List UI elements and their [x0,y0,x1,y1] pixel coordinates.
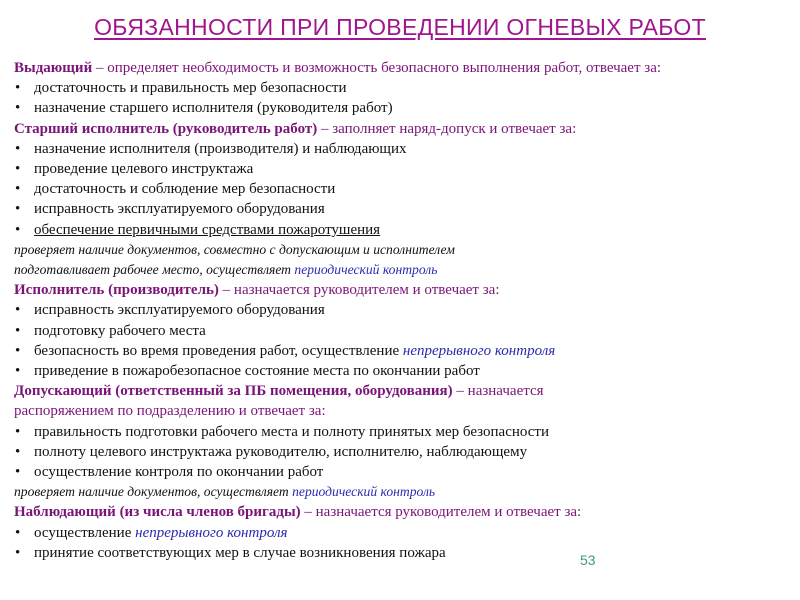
note-text: проверяет наличие документов, осуществляет [14,484,293,500]
role-heading-issuer [14,58,794,78]
note-line [14,260,794,280]
role-name: Наблюдающий (из числа членов бригады) [14,504,301,521]
role-description: – назначается [452,383,544,400]
list-item-text: осуществление [34,524,136,541]
role-name: Допускающий (ответственный за ПБ помещения, оборудования) [14,383,453,400]
list-item: • принятие соответствующих мер в случае возникновения пожара [14,543,794,563]
list-item [14,220,794,240]
note-line: проверяет наличие документов, совместно с допускающим и исполнителем [14,241,455,257]
role-heading-executor [14,280,794,300]
role-heading-observer [14,502,794,522]
role-description: – заполняет наряд-допуск и отвечает за: [317,120,577,137]
role-heading-admitting [14,381,794,401]
note-line [14,482,794,502]
list-item: • проведение целевого инструктажа [14,159,794,179]
list-item: • достаточность и соблюдение мер безопасности [14,179,794,199]
list-item: • назначение старшего исполнителя (руководителя работ) [14,98,794,118]
slide-title: ОБЯЗАННОСТИ ПРИ ПРОВЕДЕНИИ ОГНЕВЫХ РАБОТ [94,14,706,40]
highlight-text: непрерывного контроля [402,342,556,359]
list-item: • подготовку рабочего места [14,321,794,341]
list-item: • назначение исполнителя (производителя) и наблюдающих [14,139,794,159]
role-description-continued: распоряжением по подразделению и отвечает за: [14,403,326,420]
highlight-text: периодический контроль [292,484,436,500]
list-item: • осуществление контроля по окончании работ [14,462,794,482]
list-item: • полноту целевого инструктажа руководителю, исполнителю, наблюдающему [14,442,794,462]
role-description: – назначается руководителем и отвечает за: [300,504,582,521]
list-item: • правильность подготовки рабочего места и полноту принятых мер безопасности [14,422,794,442]
role-heading-senior-executor [14,119,794,139]
underlined-text: обеспечение первичными средствами пожаротушения [34,221,381,238]
role-name: Выдающий [14,60,93,76]
list-item [14,523,794,543]
note-text: подготавливает рабочее место, осуществляет [14,262,295,278]
slide-content [14,58,794,563]
highlight-text: периодический контроль [294,262,438,278]
role-description: – определяет необходимость и возможность безопасного выполнения работ, отвечает за: [92,60,662,76]
list-item: • исправность эксплуатируемого оборудования [14,199,794,219]
list-item-text: безопасность во время проведения работ, осуществление [34,342,403,359]
list-item [14,341,794,361]
highlight-text: непрерывного контроля [135,524,288,541]
list-item: • приведение в пожаробезопасное состояние места по окончании работ [14,361,794,381]
page-number: 53 [580,552,596,568]
list-item: • исправность эксплуатируемого оборудования [14,300,794,320]
role-name: Исполнитель (производитель) [14,282,219,299]
role-description: – назначается руководителем и отвечает за: [218,282,500,299]
role-name: Старший исполнитель (руководитель работ) [14,120,318,137]
list-item: • достаточность и правильность мер безопасности [14,78,794,98]
